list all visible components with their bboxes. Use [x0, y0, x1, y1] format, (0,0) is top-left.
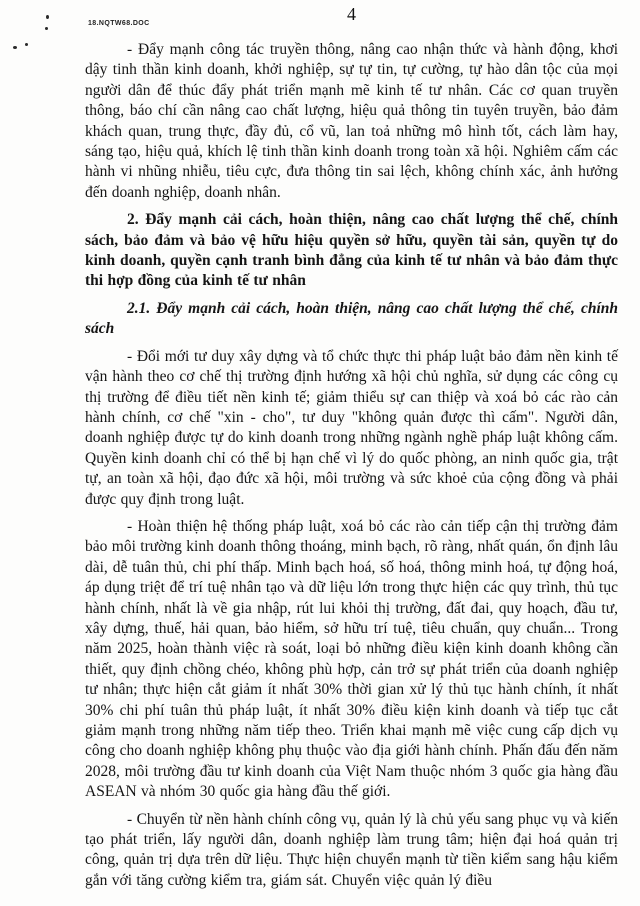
paragraph-doi-moi-tu-duy: - Đổi mới tư duy xây dựng và tổ chức thực thi pháp luật bảo đảm nền kinh tế vận hành theo cơ chế thị trường định hướng xã hội chủ nghĩa, sử dụng các công cụ thị trường để điều tiết nền kinh tế; giảm thiểu sự can thiệp và xoá bỏ các rào cản hành chính, cơ chế "xin - cho", tư duy "không quản được thì cấm". Người dân, doanh nghiệp được tự do kinh doanh trong những ngành nghề pháp luật không cấm. Quyền kinh doanh chỉ có thể bị hạn chế vì lý do quốc phòng, an ninh quốc gia, trật tự, an toàn xã hội, đạo đức xã hội, môi trường và sức khoẻ của cộng đồng và phải được quy định trong luật. [85, 347, 618, 508]
ink-speck [46, 15, 49, 19]
ink-speck [25, 43, 28, 46]
page-number: 4 [347, 4, 356, 24]
paragraph-hoan-thien-phap-luat: - Hoàn thiện hệ thống pháp luật, xoá bỏ các rào cản tiếp cận thị trường đảm bảo môi trường kinh doanh thông thoáng, minh bạch, rõ ràng, nhất quán, ổn định lâu dài, dễ tuân thủ, chi phí thấp. Minh bạch hoá, số hoá, thông minh hoá, tự động hoá, áp dụng triệt để trí tuệ nhân tạo và dữ liệu lớn trong thực hiện các quy trình, thủ tục hành chính, nhất là về gia nhập, rút lui khỏi thị trường, đất đai, quy hoạch, đầu tư, xây dựng, thuế, hải quan, bảo hiểm, sở hữu trí tuệ, tiêu chuẩn, quy chuẩn... Trong năm 2025, hoàn thành việc rà soát, loại bỏ những điều kiện kinh doanh không cần thiết, quy định chồng chéo, không phù hợp, cản trở sự phát triển của doanh nghiệp tư nhân; thực hiện cắt giảm ít nhất 30% thời gian xử lý thủ tục hành chính, ít nhất 30% chi phí tuân thủ pháp luật, ít nhất 30% điều kiện kinh doanh và tiếp tục cắt giảm mạnh trong những năm tiếp theo. Triển khai mạnh mẽ việc cung cấp dịch vụ công cho doanh nghiệp không phụ thuộc vào địa giới hành chính. Phấn đấu đến năm 2028, môi trường đầu tư kinh doanh của Việt Nam thuộc nhóm 3 quốc gia hàng đầu ASEAN và nhóm 30 quốc gia hàng đầu thế giới. [85, 517, 618, 801]
paragraph-chuyen-hanh-chinh: - Chuyển từ nền hành chính công vụ, quản lý là chủ yếu sang phục vụ và kiến tạo phát triển, lấy người dân, doanh nghiệp làm trung tâm; hiện đại hoá quản trị công, quản trị dựa trên dữ liệu. Thực hiện chuyển mạnh từ tiền kiểm sang hậu kiểm gắn với tăng cường kiểm tra, giám sát. Chuyển việc quản lý điều [85, 810, 618, 889]
heading-section-2: 2. Đẩy mạnh cải cách, hoàn thiện, nâng cao chất lượng thể chế, chính sách, bảo đảm và bảo vệ hữu hiệu quyền sở hữu, quyền tài sản, quyền tự do kinh doanh, quyền cạnh tranh bình đẳng của kinh tế tư nhân và bảo đảm thực thi hợp đồng của kinh tế tư nhân [85, 211, 618, 290]
heading-section-2-1: 2.1. Đẩy mạnh cải cách, hoàn thiện, nâng cao chất lượng thể chế, chính sách [85, 299, 618, 338]
ink-speck [45, 27, 48, 30]
ink-speck [13, 46, 17, 49]
paragraph-truyen-thong: - Đẩy mạnh công tác truyền thông, nâng cao nhận thức và hành động, khơi dậy tinh thần kinh doanh, khởi nghiệp, sự tự tin, tự cường, tự hào dân tộc của mọi người dân để thúc đẩy phát triển mạnh mẽ kinh tế tư nhân. Các cơ quan truyền thông, báo chí cần nâng cao chất lượng, hiệu quả thông tin tuyên truyền, bảo đảm khách quan, trung thực, đầy đủ, cổ vũ, lan toả những mô hình tốt, cách làm hay, sáng tạo, hiệu quả, khích lệ tinh thần kinh doanh trong toàn xã hội. Nghiêm cấm các hành vi nhũng nhiễu, tiêu cực, đưa thông tin sai lệch, không chính xác, ảnh hưởng đến doanh nghiệp, doanh nhân. [85, 41, 618, 201]
document-filename: 18.NQTW68.DOC [88, 20, 150, 27]
document-body [85, 40, 618, 898]
